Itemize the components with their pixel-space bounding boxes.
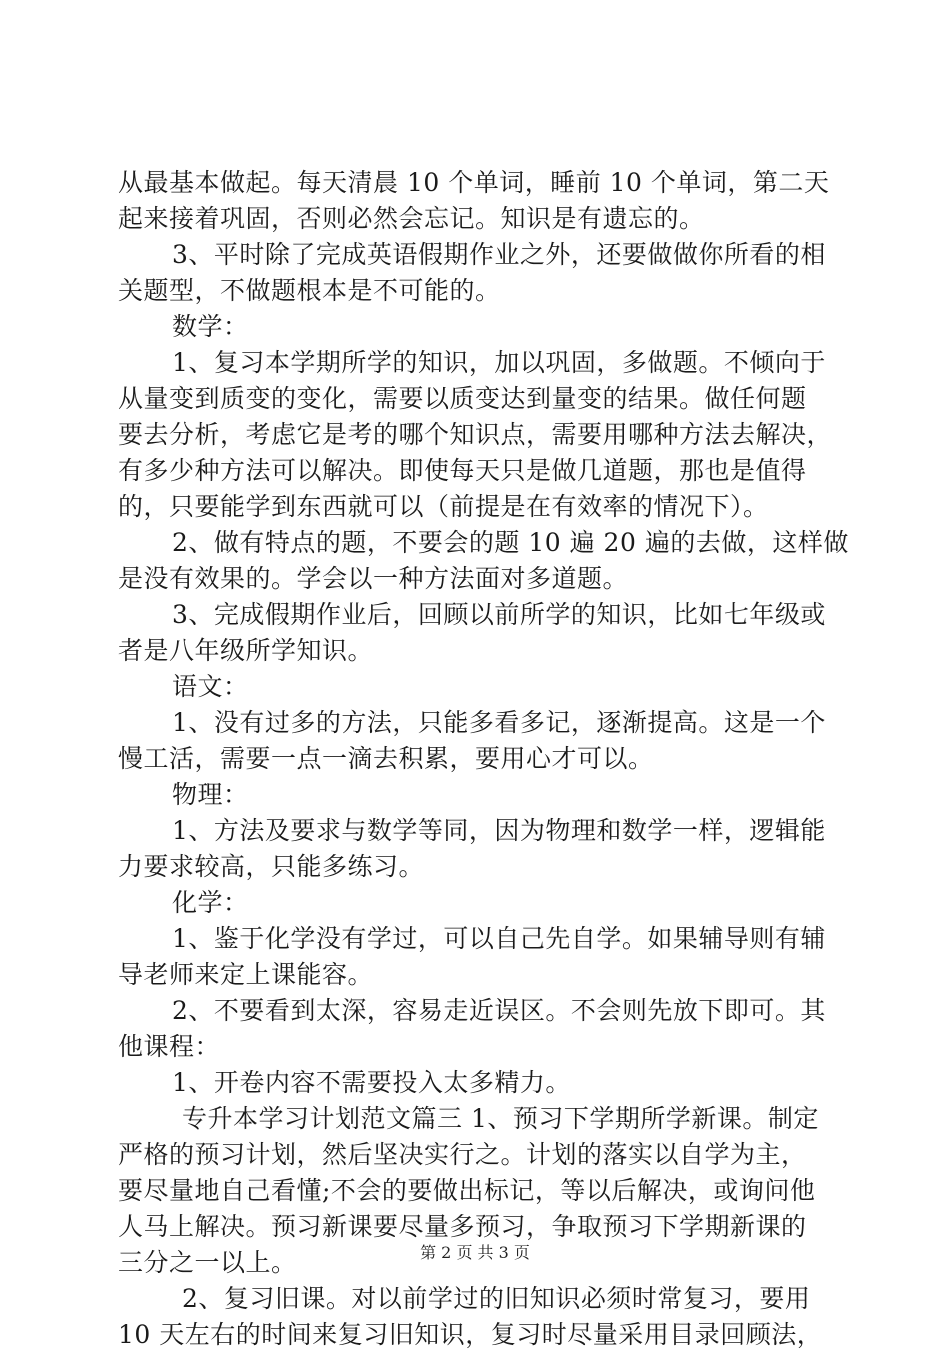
text-line: 他课程： <box>118 1032 221 1061</box>
text-line: 慢工活，需要一点一滴去积累，要用心才可以。 <box>118 744 654 773</box>
text-line: 从最基本做起。每天清晨 10 个单词，睡前 10 个单词，第二天 <box>118 168 830 197</box>
text-line: 者是八年级所学知识。 <box>118 636 374 665</box>
text-line: 要去分析，考虑它是考的哪个知识点，需要用哪种方法去解决， <box>118 420 833 449</box>
text-line: 要尽量地自己看懂;不会的要做出标记，等以后解决，或询问他 <box>118 1176 816 1205</box>
text-line: 力要求较高，只能多练习。 <box>118 852 425 881</box>
section-heading-math: 数学： <box>172 312 249 341</box>
text-line: 严格的预习计划，然后坚决实行之。计划的落实以自学为主， <box>118 1140 807 1169</box>
text-line: 2、做有特点的题，不要会的题 10 遍 20 遍的去做，这样做 <box>172 528 849 557</box>
section-heading-chinese: 语文： <box>172 672 249 701</box>
text-line: 1、复习本学期所学的知识，加以巩固，多做题。不倾向于 <box>172 348 826 377</box>
text-line: 3、完成假期作业后，回顾以前所学的知识，比如七年级或 <box>172 600 826 629</box>
text-line: 1、鉴于化学没有学过，可以自己先自学。如果辅导则有辅 <box>172 924 826 953</box>
text-line: 的，只要能学到东西就可以（前提是在有效率的情况下）。 <box>118 492 769 521</box>
text-line: 从量变到质变的变化，需要以质变达到量变的结果。做任何题 <box>118 384 807 413</box>
text-line: 2、不要看到太深，容易走近误区。不会则先放下即可。其 <box>172 996 826 1025</box>
text-line: 人马上解决。预习新课要尽量多预习，争取预习下学期新课的 <box>118 1212 807 1241</box>
text-line: 3、平时除了完成英语假期作业之外，还要做做你所看的相 <box>172 240 826 269</box>
text-line: 三分之一以上。 <box>118 1248 297 1277</box>
text-line: 专升本学习计划范文篇三 1、预习下学期所学新课。制定 <box>182 1104 819 1133</box>
text-line: 是没有效果的。学会以一种方法面对多道题。 <box>118 564 629 593</box>
text-line: 2、复习旧课。对以前学过的旧知识必须时常复习，要用 <box>182 1284 811 1313</box>
text-line: 有多少种方法可以解决。即使每天只是做几道题，那也是值得 <box>118 456 807 485</box>
text-line: 导老师来定上课能容。 <box>118 960 374 989</box>
text-line: 关题型，不做题根本是不可能的。 <box>118 276 501 305</box>
text-line: 起来接着巩固，否则必然会忘记。知识是有遗忘的。 <box>118 204 705 233</box>
section-heading-chemistry: 化学： <box>172 888 249 917</box>
text-line: 1、方法及要求与数学等同，因为物理和数学一样，逻辑能 <box>172 816 826 845</box>
text-line: 10 天左右的时间来复习旧知识，复习时尽量采用目录回顾法， <box>118 1320 823 1349</box>
section-heading-physics: 物理： <box>172 780 249 809</box>
page-footer: 第 2 页 共 3 页 <box>420 1243 530 1262</box>
text-line: 1、没有过多的方法，只能多看多记，逐渐提高。这是一个 <box>172 708 826 737</box>
text-line: 1、开卷内容不需要投入太多精力。 <box>172 1068 571 1097</box>
